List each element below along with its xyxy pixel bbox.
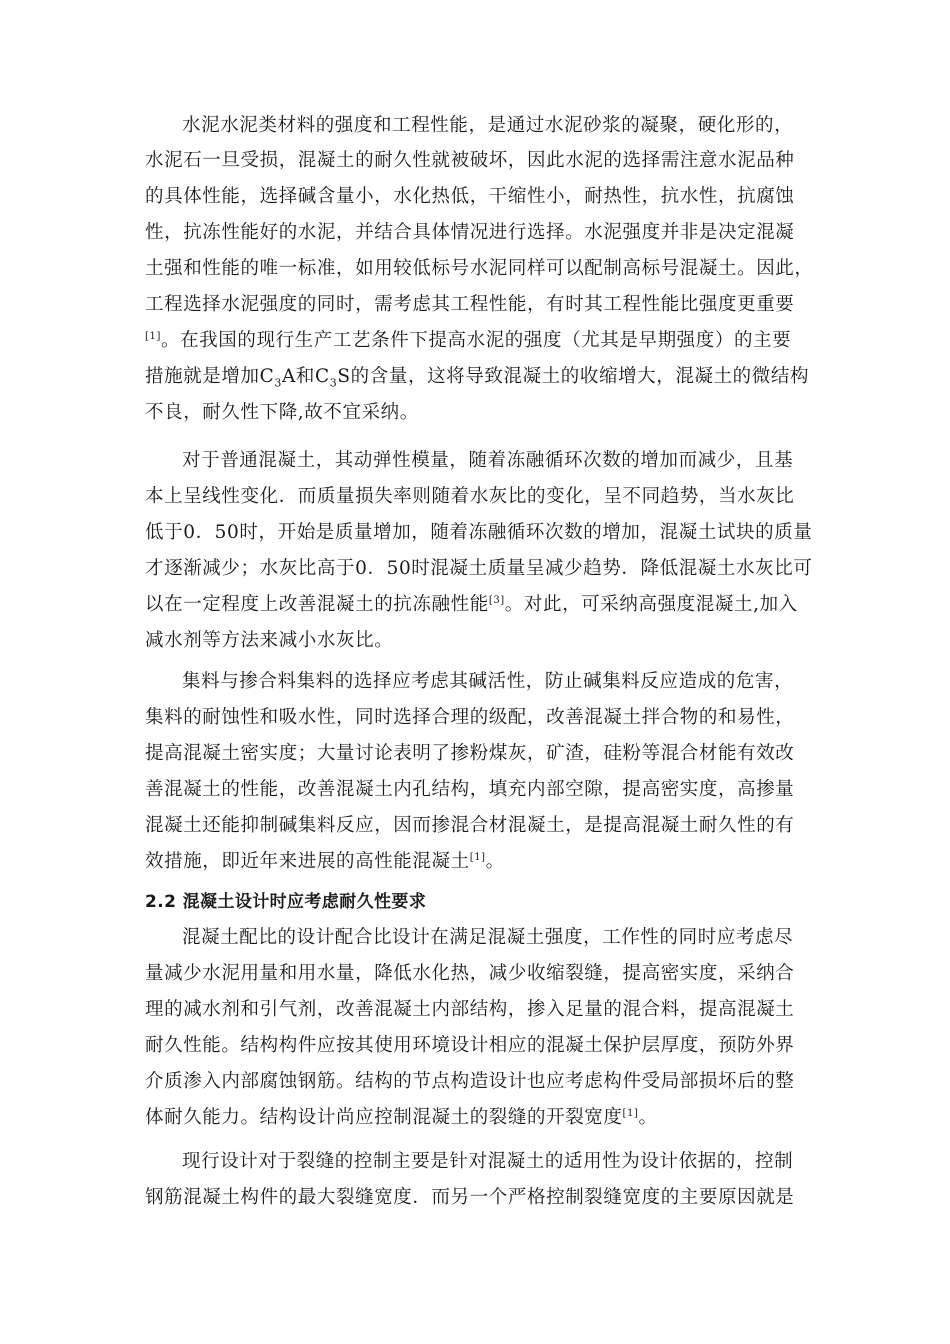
paragraph-1-line-3: 的具体性能，选择碱含量小，水化热低，干缩性小，耐热性，抗水性，抗腐蚀 [145, 186, 795, 207]
paragraph-2-line-2: 本上呈线性变化．而质量损失率则随着水灰比的变化，呈不同趋势，当水灰比 [145, 486, 795, 507]
paragraph-2-line-5-text: 以在一定程度上改善混凝土的抗冻融性能 [145, 594, 489, 615]
paragraph-1-line-1: 水泥水泥类材料的强度和工程性能，是通过水泥砂浆的凝聚，硬化形的， [182, 115, 794, 136]
paragraph-1-line-5: 土强和性能的唯一标准，如用较低标号水泥同样可以配制高标号混凝土。因此， [145, 258, 814, 279]
section-2-paragraph-1-line-6-text: 体耐久能力。结构设计尚应控制混凝土的裂缝的开裂宽度 [145, 1107, 623, 1128]
paragraph-1-line-2: 水泥石一旦受损，混凝土的耐久性就被破坏，因此水泥的选择需注意水泥品种 [145, 150, 795, 171]
paragraph-3-line-6-text: 效措施，即近年来进展的高性能混凝土 [145, 851, 470, 872]
paragraph-3-line-6-after: 。 [485, 851, 505, 872]
paragraph-2-line-5 [145, 592, 798, 618]
paragraph-3-line-3: 提高混凝土密实度；大量讨论表明了掺粉煤灰，矿渣，硅粉等混合材能有效改 [145, 743, 795, 764]
section-heading: 2.2 混凝土设计时应考虑耐久性要求 [145, 892, 427, 912]
section-2-paragraph-1-line-2: 量减少水泥用量和用水量，降低水化热，减少收缩裂缝，提高密实度，采纳合 [145, 963, 795, 984]
citation-ref[interactable]: [3] [488, 594, 505, 606]
paragraph-1-line-9: 不良，耐久性下降,故不宜采纳。 [145, 402, 419, 423]
paragraph-3-line-5: 混凝土还能抑制碱集料反应，因而掺混合材混凝土，是提高混凝土耐久性的有 [145, 815, 795, 836]
subscript-3: 3 [274, 376, 282, 390]
line-8-part-b: A和C [281, 366, 330, 387]
paragraph-2-line-5-after: 。对此，可采纳高强度混凝土,加入 [504, 594, 798, 615]
section-2-paragraph-1-line-6 [145, 1105, 658, 1131]
paragraph-1-line-7 [145, 328, 791, 354]
paragraph-1-line-4: 性，抗冻性能好的水泥，并结合具体情况进行选择。水泥强度并非是决定混凝 [145, 222, 795, 243]
citation-ref[interactable]: [1] [469, 851, 486, 863]
paragraph-3-line-1: 集料与掺合料集料的选择应考虑其碱活性，防止碱集料反应造成的危害， [182, 671, 794, 692]
paragraph-2-line-3: 低于0．50时，开始是质量增加，随着冻融循环次数的增加，混凝土试块的质量 [145, 522, 813, 543]
section-2-paragraph-1-line-6-after: 。 [638, 1107, 658, 1128]
paragraph-1-line-8 [145, 364, 809, 390]
paragraph-3-line-6 [145, 849, 505, 875]
paragraph-3-line-2: 集料的耐蚀性和吸水性，同时选择合理的级配，改善混凝土拌合物的和易性， [145, 707, 795, 728]
paragraph-2-line-1: 对于普通混凝土，其动弹性模量，随着冻融循环次数的增加而减少，且基 [182, 450, 794, 471]
section-2-paragraph-2-line-2: 钢筋混凝土构件的最大裂缝宽度．而另一个严格控制裂缝宽度的主要原因就是 [145, 1187, 795, 1208]
section-2-paragraph-1-line-1: 混凝土配比的设计配合比设计在满足混凝土强度，工作性的同时应考虑尽 [182, 927, 794, 948]
citation-ref[interactable]: [1] [145, 330, 161, 342]
section-2-paragraph-2-line-1: 现行设计对于裂缝的控制主要是针对混凝土的适用性为设计依据的，控制 [182, 1151, 794, 1172]
paragraph-2-line-6: 减水剂等方法来减小水灰比。 [145, 630, 394, 651]
citation-ref[interactable]: [1] [622, 1107, 639, 1119]
section-2-paragraph-1-line-4: 耐久性能。结构构件应按其使用环境设计相应的混凝土保护层厚度，预防外界 [145, 1035, 795, 1056]
paragraph-1-line-7-text: 。在我国的现行生产工艺条件下提高水泥的强度（尤其是早期强度）的主要 [160, 330, 792, 351]
subscript-3: 3 [329, 376, 338, 390]
line-8-part-c: S的含量，这将导致混凝土的收缩增大，混凝土的微结构 [337, 366, 810, 387]
line-8-part-a: 措施就是增加C [145, 366, 275, 387]
section-2-paragraph-1-line-5: 介质渗入内部腐蚀钢筋。结构的节点构造设计也应考虑构件受局部损坏后的整 [145, 1071, 795, 1092]
section-2-paragraph-1-line-3: 理的减水剂和引气剂，改善混凝土内部结构，掺入足量的混合料，提高混凝土 [145, 999, 795, 1020]
paragraph-3-line-4: 善混凝土的性能，改善混凝土内孔结构，填充内部空隙，提高密实度，高掺量 [145, 779, 795, 800]
paragraph-1-line-6: 工程选择水泥强度的同时，需考虑其工程性能，有时其工程性能比强度更重要 [145, 294, 795, 315]
paragraph-2-line-4: 才逐渐减少；水灰比高于0．50时混凝土质量呈减少趋势．降低混凝土水灰比可 [145, 558, 813, 579]
